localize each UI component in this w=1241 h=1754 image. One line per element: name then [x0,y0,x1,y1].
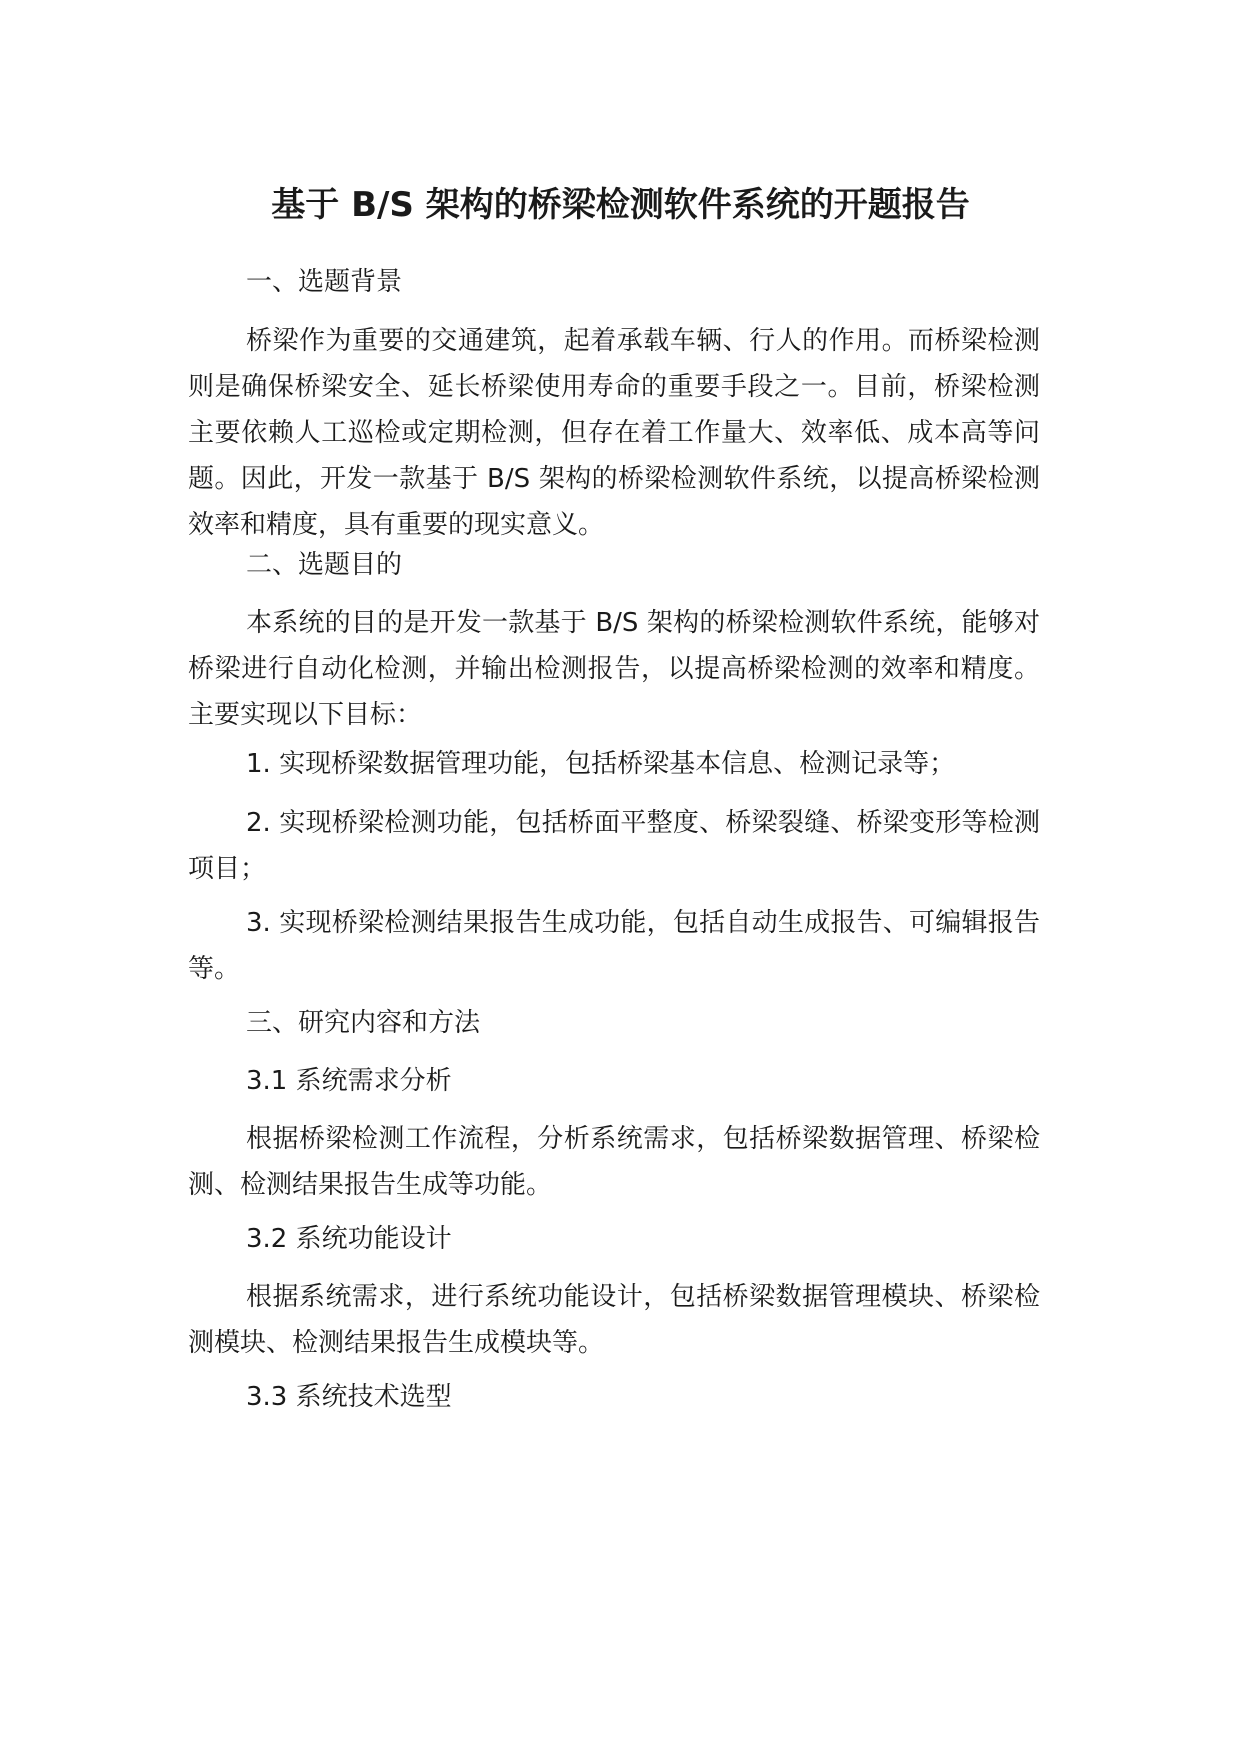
paragraph-function-design: 根据系统需求，进行系统功能设计，包括桥梁数据管理模块、桥梁检测模块、检测结果报告生成模块等。 [188,1282,1040,1358]
subheading-tech-selection: 3.3 系统技术选型 [246,1382,452,1412]
paragraph-purpose: 本系统的目的是开发一款基于 B/S 架构的桥梁检测软件系统，能够对桥梁进行自动化检测，并输出检测报告，以提高桥梁检测的效率和精度。主要实现以下目标： [188,608,1040,730]
document-title: 基于 B/S 架构的桥梁检测软件系统的开题报告 [271,185,970,225]
paragraph-requirements: 根据桥梁检测工作流程，分析系统需求，包括桥梁数据管理、桥梁检测、检测结果报告生成等功能。 [188,1124,1040,1200]
goal-list-item-1: 1. 实现桥梁数据管理功能，包括桥梁基本信息、检测记录等； [246,749,956,779]
subheading-requirements: 3.1 系统需求分析 [246,1066,452,1096]
goal-list-item-2: 2. 实现桥梁检测功能，包括桥面平整度、桥梁裂缝、桥梁变形等检测项目； [188,808,1040,884]
goal-list-item-3: 3. 实现桥梁检测结果报告生成功能，包括自动生成报告、可编辑报告等。 [188,908,1040,984]
paragraph-background: 桥梁作为重要的交通建筑，起着承载车辆、行人的作用。而桥梁检测则是确保桥梁安全、延长桥梁使用寿命的重要手段之一。目前，桥梁检测主要依赖人工巡检或定期检测，但存在着工作量大、效率低、成本高等问题。因此，开发一款基于 B/S 架构的桥梁检测软件系统，以提高桥梁检测效率和精度，具有重要的现实意义。 [188,326,1040,540]
section-heading-research: 三、研究内容和方法 [246,1008,481,1038]
subheading-function-design: 3.2 系统功能设计 [246,1224,452,1254]
section-heading-purpose: 二、选题目的 [246,550,403,580]
section-heading-background: 一、选题背景 [246,267,403,297]
